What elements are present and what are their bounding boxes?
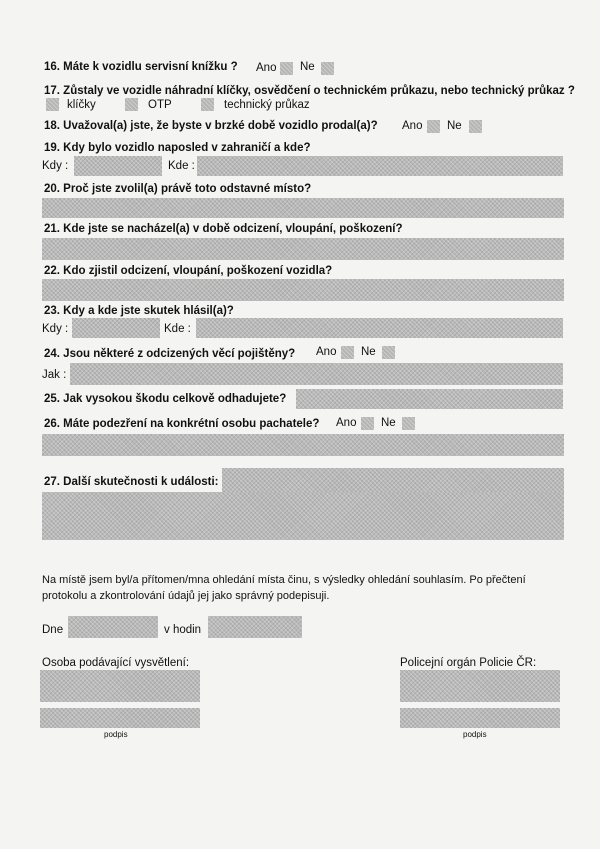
q26-ano-checkbox[interactable] — [361, 417, 374, 430]
dne-label: Dne — [42, 624, 64, 636]
q23-label: 23. Kdy a kde jste skutek hlásil(a)? — [44, 305, 234, 317]
q24-label: 24. Jsou některé z odcizených věcí pojištěny? — [44, 348, 296, 360]
osoba-signature-field[interactable] — [40, 708, 200, 728]
q19-kdy-field[interactable] — [74, 156, 162, 176]
q26-ne-checkbox[interactable] — [402, 417, 415, 430]
q19-label: 19. Kdy bylo vozidlo naposled v zahraničí a kde? — [44, 142, 311, 154]
q24-jak-label: Jak : — [42, 369, 67, 381]
q21-label: 21. Kde jste se nacházel(a) v době odcizení, vloupání, poškození? — [44, 223, 403, 235]
q23-kdy-field[interactable] — [72, 318, 160, 338]
q26-field[interactable] — [42, 434, 564, 456]
q17-tp-label: technický průkaz — [224, 99, 310, 111]
q18-label: 18. Uvažoval(a) jste, že byste v brzké době vozidlo prodal(a)? — [44, 120, 378, 132]
statement-text: Na místě jsem byl/a přítomen/mna ohledání místa činu, s výsledky ohledání souhlasím. Po přečtení protokolu a zkontrolování údajů jej jako správný podepisuji. — [42, 574, 526, 602]
q19-kdy-label: Kdy : — [42, 160, 69, 172]
q17-label: 17. Zůstaly ve vozidle náhradní klíčky, osvědčení o technickém průkazu, nebo technický průkaz ? — [44, 85, 575, 97]
q26-ne-label: Ne — [381, 417, 396, 429]
q24-ne-checkbox[interactable] — [382, 346, 395, 359]
dne-field[interactable] — [68, 616, 158, 638]
q16-ne-label: Ne — [300, 61, 315, 73]
policie-name-field[interactable] — [400, 670, 560, 702]
q25-label: 25. Jak vysokou škodu celkově odhadujete? — [44, 393, 287, 405]
q17-tp-checkbox[interactable] — [201, 98, 214, 111]
q27-label: 27. Další skutečnosti k události: — [44, 476, 219, 488]
q24-jak-field[interactable] — [70, 363, 563, 385]
q17-klicky-label: klíčky — [67, 99, 96, 111]
q26-ano-label: Ano — [336, 417, 357, 429]
q16-ano-label: Ano — [256, 62, 277, 74]
q16-label: 16. Máte k vozidlu servisní knížku ? — [44, 61, 238, 73]
v-hodin-field[interactable] — [208, 616, 302, 638]
podpis-right-label: podpis — [463, 730, 487, 739]
q17-otp-label: OTP — [148, 99, 172, 111]
q17-otp-checkbox[interactable] — [125, 98, 138, 111]
q21-field[interactable] — [42, 238, 564, 260]
q27-field-main[interactable] — [42, 492, 564, 540]
q27-field-top[interactable] — [222, 468, 564, 492]
q24-ano-label: Ano — [316, 346, 337, 358]
policie-label: Policejní orgán Policie ČR: — [400, 657, 537, 669]
q18-ne-label: Ne — [447, 120, 462, 132]
policie-signature-field[interactable] — [400, 708, 560, 728]
v-hodin-label: v hodin — [164, 624, 202, 636]
q18-ano-checkbox[interactable] — [427, 120, 440, 133]
osoba-label: Osoba podávající vysvětlení: — [42, 657, 190, 669]
q22-field[interactable] — [42, 279, 564, 301]
osoba-name-field[interactable] — [40, 670, 200, 702]
q20-label: 20. Proč jste zvolil(a) právě toto odstavné místo? — [44, 183, 312, 195]
q23-kde-label: Kde : — [164, 323, 191, 335]
q22-label: 22. Kdo zjistil odcizení, vloupání, poškození vozidla? — [44, 265, 333, 277]
q19-kde-field[interactable] — [197, 156, 563, 176]
q25-field[interactable] — [296, 389, 563, 409]
q19-kde-label: Kde : — [168, 160, 195, 172]
q18-ano-label: Ano — [402, 120, 423, 132]
podpis-left-label: podpis — [104, 730, 128, 739]
q16-ano-checkbox[interactable] — [280, 62, 293, 75]
q17-klicky-checkbox[interactable] — [46, 98, 59, 111]
q16-ne-checkbox[interactable] — [321, 62, 334, 75]
q24-ano-checkbox[interactable] — [341, 346, 354, 359]
q24-ne-label: Ne — [361, 346, 376, 358]
q20-field[interactable] — [42, 198, 564, 218]
q23-kdy-label: Kdy : — [42, 323, 69, 335]
q26-label: 26. Máte podezření na konkrétní osobu pachatele? — [44, 418, 320, 430]
q18-ne-checkbox[interactable] — [469, 120, 482, 133]
q23-kde-field[interactable] — [196, 318, 563, 338]
